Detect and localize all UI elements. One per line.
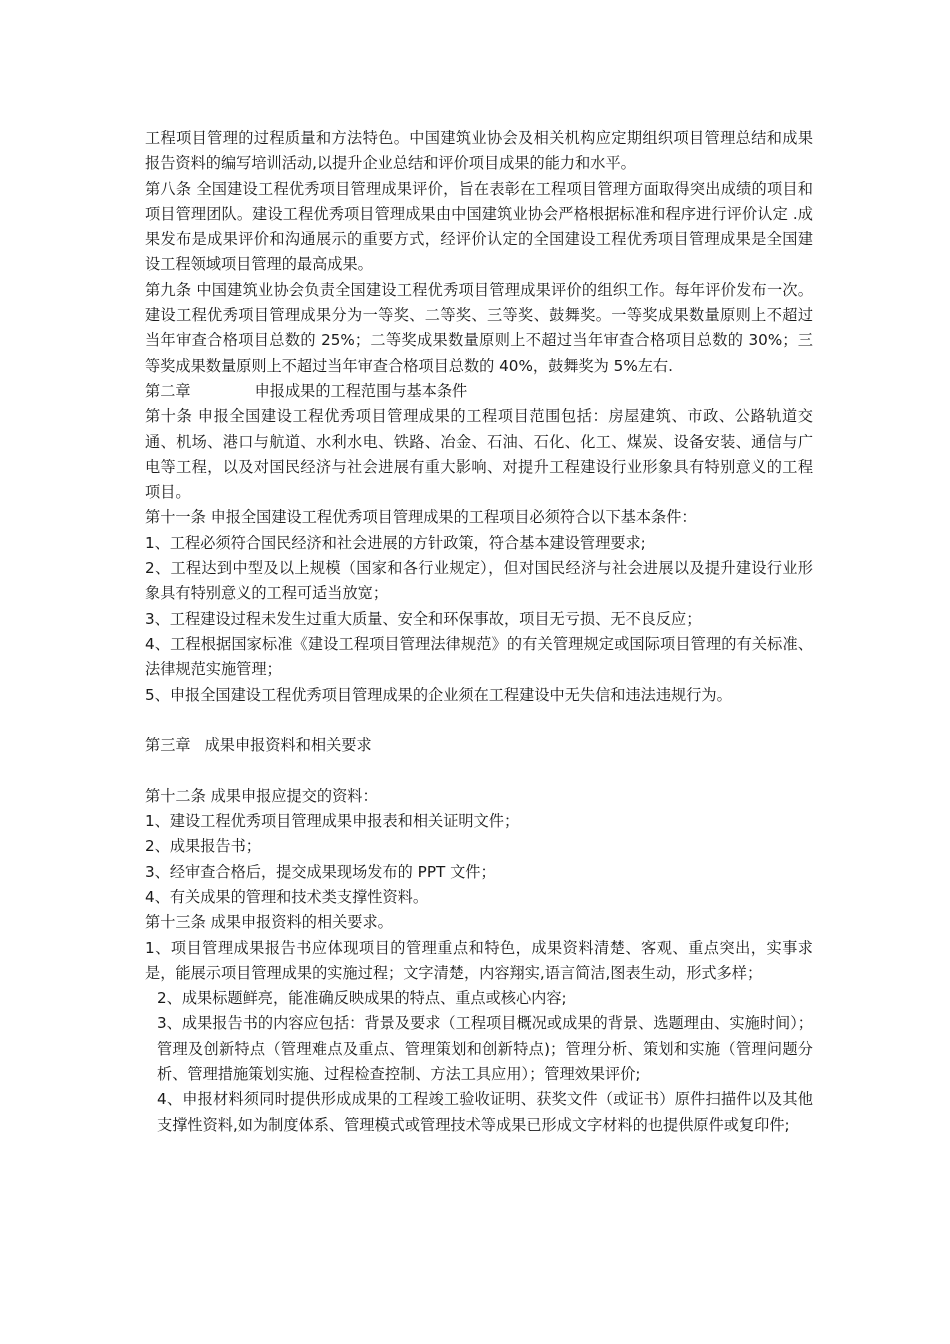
blank-line	[145, 758, 813, 783]
list-item: 3、经审查合格后，提交成果现场发布的 PPT 文件；	[145, 862, 496, 881]
list-item: 4、有关成果的管理和技术类支撑性资料。	[145, 887, 429, 906]
list-item: 2、工程达到中型及以上规模（国家和各行业规定），但对国民经济与社会进展以及提升建设行业形象具有特别意义的工程可适当放宽；	[145, 559, 813, 603]
document-body	[145, 126, 813, 1138]
article-9: 第九条 中国建筑业协会负责全国建设工程优秀项目管理成果评价的组织工作。每年评价发布一次。建设工程优秀项目管理成果分为一等奖、二等奖、三等奖、鼓舞奖。一等奖成果数量原则上不超过当年审查合格项目总数的 25%；二等奖成果数量原则上不超过当年审查合格项目总数的 30%；三等奖成果数量原则上不超过当年审查合格项目总数的 40%，鼓舞奖为 5%左右.	[145, 280, 813, 375]
list-item: 3、成果报告书的内容应包括：背景及要求（工程项目概况或成果的背景、选题理由、实施时间）；管理及创新特点（管理难点及重点、管理策划和创新特点)；管理分析、策划和实施（管理问题分析、管理措施策划实施、过程检查控制、方法工具应用）；管理效果评价;	[157, 1014, 813, 1083]
list-item: 4、申报材料须同时提供形成成果的工程竣工验收证明、获奖文件（或证书）原件扫描件以及其他支撑性资料,如为制度体系、管理模式或管理技术等成果已形成文字材料的也提供原件或复印件;	[157, 1090, 813, 1134]
list-item: 3、工程建设过程未发生过重大质量、安全和环保事故，项目无亏损、无不良反应；	[145, 609, 702, 628]
list-item: 4、工程根据国家标准《建设工程项目管理法律规范》的有关管理规定或国际项目管理的有关标准、法律规范实施管理；	[145, 634, 813, 679]
list-item: 2、成果标题鲜亮，能准确反映成果的特点、重点或核心内容;	[157, 989, 567, 1008]
chapter-3-heading	[145, 733, 813, 758]
chapter-number: 第三章	[145, 736, 191, 755]
list-item: 1、工程必须符合国民经济和社会进展的方针政策，符合基本建设管理要求;	[145, 533, 646, 552]
chapter-2-heading	[145, 379, 813, 404]
list-item: 1、项目管理成果报告书应体现项目的管理重点和特色，成果资料清楚、客观、重点突出，实事求是，能展示项目管理成果的实施过程；文字清楚，内容翔实,语言简洁,图表生动，形式多样；	[145, 938, 813, 982]
article-8: 第八条 全国建设工程优秀项目管理成果评价，旨在表彰在工程项目管理方面取得突出成绩的项目和项目管理团队。建设工程优秀项目管理成果由中国建筑业协会严格根据标准和程序进行评价认定 .成果发布是成果评价和沟通展示的重要方式，经评价认定的全国建设工程优秀项目管理成果是全国建设工程领域项目管理的最高成果。	[145, 179, 813, 274]
article-10: 第十条 申报全国建设工程优秀项目管理成果的工程项目范围包括：房屋建筑、市政、公路轨道交通、机场、港口与航道、水利水电、铁路、冶金、石油、石化、化工、煤炭、设备安装、通信与广电等工程，以及对国民经济与社会进展有重大影响、对提升工程建设行业形象具有特别意义的工程项目。	[145, 407, 813, 502]
chapter-title: 申报成果的工程范围与基本条件	[254, 381, 468, 400]
article-12: 第十二条 成果申报应提交的资料：	[145, 786, 378, 805]
blank-line	[145, 708, 813, 733]
paragraph: 工程项目管理的过程质量和方法特色。中国建筑业协会及相关机构应定期组织项目管理总结和成果报告资料的编写培训活动,以提升企业总结和评价项目成果的能力和水平。	[145, 129, 813, 173]
list-item: 1、建设工程优秀项目管理成果申报表和相关证明文件；	[145, 812, 520, 831]
chapter-number: 第二章	[145, 381, 191, 400]
article-13: 第十三条 成果申报资料的相关要求。	[145, 913, 393, 932]
chapter-title: 成果申报资料和相关要求	[204, 736, 372, 755]
list-item: 5、申报全国建设工程优秀项目管理成果的企业须在工程建设中无失信和违法违规行为。	[145, 685, 732, 704]
list-item: 2、成果报告书；	[145, 837, 261, 856]
article-11: 第十一条 申报全国建设工程优秀项目管理成果的工程项目必须符合以下基本条件：	[145, 508, 697, 527]
